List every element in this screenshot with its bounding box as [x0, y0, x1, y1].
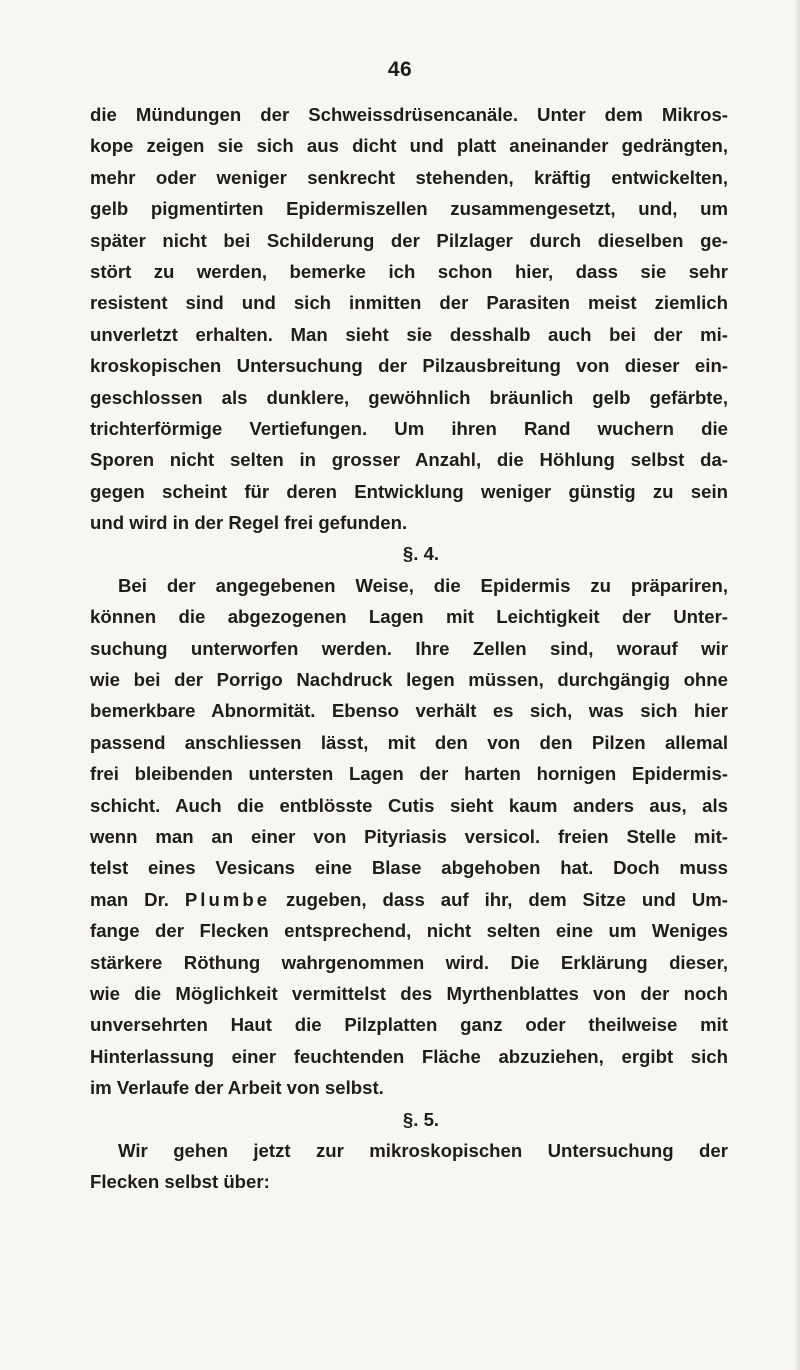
- body-text: [90, 99, 728, 1198]
- text-line: im Verlaufe der Arbeit von selbst.: [90, 1077, 384, 1099]
- text-line: können die abgezogenen Lagen mit Leichtigkeit der Unter-: [90, 606, 728, 628]
- text-line: Hinterlassung einer feuchtenden Fläche abzuziehen, ergibt sich: [90, 1045, 728, 1067]
- section-heading-5: §. 5.: [402, 1108, 440, 1130]
- text-line: und wird in der Regel frei gefunden.: [90, 512, 408, 534]
- text-line: bemerkbare Abnormität. Ebenso verhält es sich, was sich hier: [90, 700, 728, 722]
- text-line: Sporen nicht selten in grosser Anzahl, die Höhlung selbst da-: [90, 449, 728, 471]
- text-line: passend anschliessen lässt, mit den von den Pilzen allemal: [90, 731, 728, 753]
- text-line: stört zu werden, bemerke ich schon hier, dass sie sehr: [90, 260, 728, 282]
- text-line: stärkere Röthung wahrgenommen wird. Die Erklärung dieser,: [90, 951, 728, 973]
- text-line: fange der Flecken entsprechend, nicht selten eine um Weniges: [90, 920, 728, 942]
- paragraph-3: [90, 1135, 728, 1198]
- text-line: mehr oder weniger senkrecht stehenden, kräftig entwickelten,: [90, 166, 728, 188]
- text-line-with-author: [90, 884, 728, 915]
- text-line: unverletzt erhalten. Man sieht sie desshalb auch bei der mi-: [90, 323, 728, 345]
- paragraph-1: [90, 99, 728, 538]
- text-line: wie bei der Porrigo Nachdruck legen müssen, durchgängig ohne: [90, 669, 728, 691]
- text-line: suchung unterworfen werden. Ihre Zellen sind, worauf wir: [90, 637, 728, 659]
- scan-edge-shadow: [794, 0, 800, 1370]
- text-line: telst eines Vesicans eine Blase abgehoben hat. Doch muss: [90, 857, 728, 879]
- text-line: geschlossen als dunklere, gewöhnlich bräunlich gelb gefärbte,: [90, 386, 728, 408]
- paragraph-2: [90, 570, 728, 1104]
- text-line: frei bleibenden untersten Lagen der harten hornigen Epidermis-: [90, 763, 728, 785]
- text-line: wenn man an einer von Pityriasis versicol. freien Stelle mit-: [90, 825, 728, 847]
- section-heading-4: §. 4.: [402, 543, 440, 565]
- text-line: später nicht bei Schilderung der Pilzlager durch dieselben ge-: [90, 229, 728, 251]
- text-line: schicht. Auch die entblösste Cutis sieht kaum anders aus, als: [90, 794, 728, 816]
- text-line: unversehrten Haut die Pilzplatten ganz oder theilweise mit: [90, 1014, 728, 1036]
- text-line: Wir gehen jetzt zur mikroskopischen Untersuchung der: [118, 1139, 728, 1161]
- text-line: gelb pigmentirten Epidermiszellen zusammengesetzt, und, um: [90, 198, 728, 220]
- text-line: kope zeigen sie sich aus dicht und platt aneinander gedrängten,: [90, 135, 728, 157]
- text-line: trichterförmige Vertiefungen. Um ihren Rand wuchern die: [90, 417, 728, 439]
- author-name: Plumbe: [184, 888, 271, 910]
- text-line: resistent sind und sich inmitten der Parasiten meist ziemlich: [90, 292, 728, 314]
- text-line: Flecken selbst über:: [90, 1171, 270, 1193]
- text-line: gegen scheint für deren Entwicklung weniger günstig zu sein: [90, 480, 728, 502]
- text-line: kroskopischen Untersuchung der Pilzausbreitung von dieser ein-: [90, 355, 728, 377]
- page-number: 46: [387, 58, 413, 81]
- text-fragment: zugeben, dass auf ihr, dem Sitze und Um-: [270, 888, 728, 910]
- text-line: wie die Möglichkeit vermittelst des Myrthenblattes von der noch: [90, 982, 728, 1004]
- text-line: die Mündungen der Schweissdrüsencanäle. Unter dem Mikros-: [90, 104, 728, 125]
- text-fragment: man Dr.: [90, 888, 185, 910]
- text-line: Bei der angegebenen Weise, die Epidermis zu präpariren,: [118, 574, 728, 596]
